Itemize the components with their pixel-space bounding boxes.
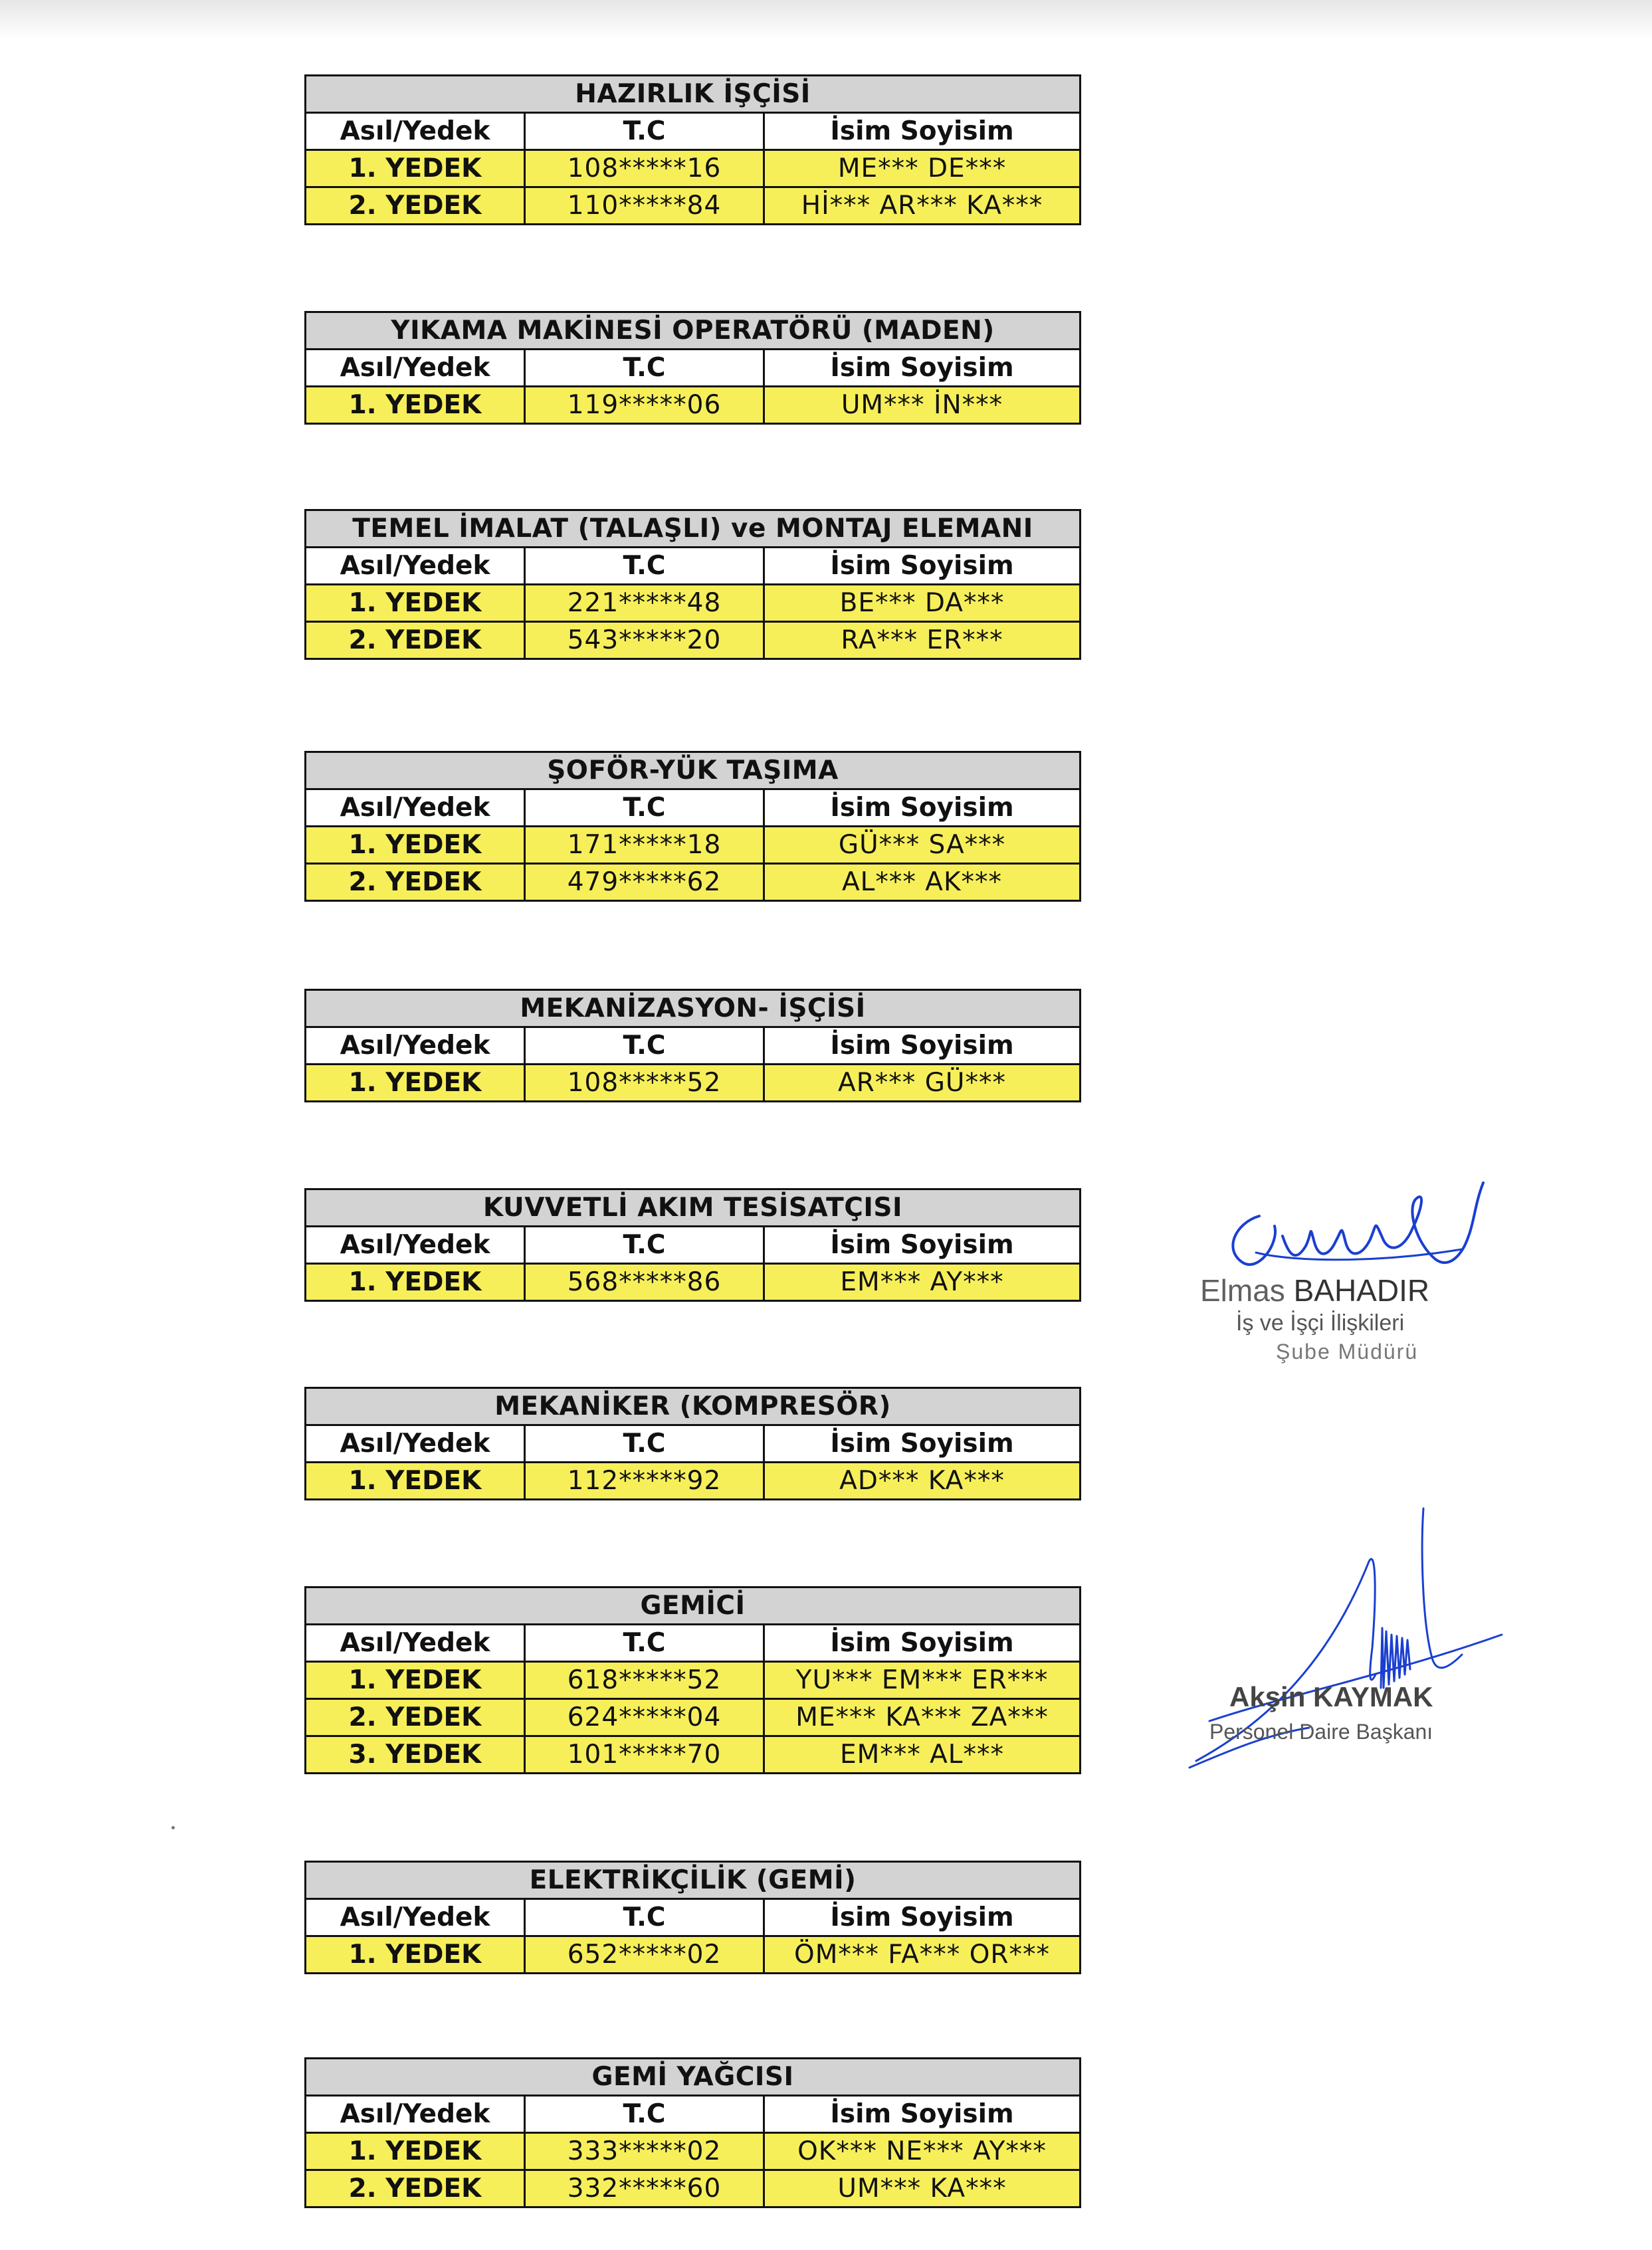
table-temel-imalat xyxy=(304,509,1081,660)
rank-cell: 1. YEDEK xyxy=(306,1662,525,1699)
signature-block-sube-muduru xyxy=(1196,1163,1515,1382)
table-mekanizasyon-iscisi xyxy=(304,989,1081,1102)
table-row xyxy=(306,1065,1081,1102)
table-row xyxy=(306,622,1081,659)
rank-cell: 1. YEDEK xyxy=(306,150,525,187)
rank-cell: 2. YEDEK xyxy=(306,622,525,659)
scan-speck xyxy=(171,1826,175,1829)
tc-cell: 119*****06 xyxy=(525,387,764,424)
table-title: MEKANİZASYON- İŞÇİSİ xyxy=(306,990,1081,1027)
table-row xyxy=(306,827,1081,864)
table-sofor-yuk-tasima xyxy=(304,751,1081,902)
column-header-rank: Asıl/Yedek xyxy=(306,1027,525,1065)
column-header-tc: T.C xyxy=(525,113,764,150)
rank-cell: 3. YEDEK xyxy=(306,1736,525,1774)
table-row xyxy=(306,1736,1081,1774)
signatory-2-title: Personel Daire Başkanı xyxy=(1209,1720,1433,1744)
table-row xyxy=(306,585,1081,622)
column-header-name: İsim Soyisim xyxy=(764,350,1081,387)
column-header-tc: T.C xyxy=(525,1425,764,1463)
column-header-rank: Asıl/Yedek xyxy=(306,1227,525,1264)
name-cell: UM*** İN*** xyxy=(764,387,1081,424)
name-cell: ME*** DE*** xyxy=(764,150,1081,187)
table-title: GEMİCİ xyxy=(306,1587,1081,1625)
name-cell: ME*** KA*** ZA*** xyxy=(764,1699,1081,1736)
table-row xyxy=(306,1699,1081,1736)
name-cell: BE*** DA*** xyxy=(764,585,1081,622)
column-header-rank: Asıl/Yedek xyxy=(306,1425,525,1463)
table-kuvvetli-akim-tesisatcisi xyxy=(304,1188,1081,1302)
rank-cell: 1. YEDEK xyxy=(306,1065,525,1102)
table-title: MEKANİKER (KOMPRESÖR) xyxy=(306,1388,1081,1425)
tc-cell: 108*****52 xyxy=(525,1065,764,1102)
tc-cell: 568*****86 xyxy=(525,1264,764,1301)
column-header-name: İsim Soyisim xyxy=(764,1027,1081,1065)
tc-cell: 543*****20 xyxy=(525,622,764,659)
tc-cell: 333*****02 xyxy=(525,2133,764,2170)
signatory-first-name: Elmas xyxy=(1200,1273,1285,1308)
rank-cell: 1. YEDEK xyxy=(306,1264,525,1301)
column-header-tc: T.C xyxy=(525,2096,764,2133)
rank-cell: 2. YEDEK xyxy=(306,2170,525,2207)
tc-cell: 108*****16 xyxy=(525,150,764,187)
tc-cell: 332*****60 xyxy=(525,2170,764,2207)
rank-cell: 1. YEDEK xyxy=(306,827,525,864)
name-cell: RA*** ER*** xyxy=(764,622,1081,659)
table-row xyxy=(306,187,1081,225)
column-header-rank: Asıl/Yedek xyxy=(306,113,525,150)
table-row xyxy=(306,1264,1081,1301)
table-row xyxy=(306,150,1081,187)
column-header-name: İsim Soyisim xyxy=(764,548,1081,585)
rank-cell: 1. YEDEK xyxy=(306,1463,525,1500)
rank-cell: 1. YEDEK xyxy=(306,585,525,622)
name-cell: OK*** NE*** AY*** xyxy=(764,2133,1081,2170)
name-cell: Hİ*** AR*** KA*** xyxy=(764,187,1081,225)
name-cell: YU*** EM*** ER*** xyxy=(764,1662,1081,1699)
name-cell: ÖM*** FA*** OR*** xyxy=(764,1936,1081,1974)
tc-cell: 618*****52 xyxy=(525,1662,764,1699)
column-header-tc: T.C xyxy=(525,1625,764,1662)
rank-cell: 2. YEDEK xyxy=(306,864,525,901)
signature-block-daire-baskani xyxy=(1170,1495,1515,1781)
scan-shadow xyxy=(0,0,1652,40)
column-header-rank: Asıl/Yedek xyxy=(306,350,525,387)
table-elektrikcilik-gemi xyxy=(304,1861,1081,1974)
name-cell: GÜ*** SA*** xyxy=(764,827,1081,864)
name-cell: UM*** KA*** xyxy=(764,2170,1081,2207)
table-mekaniker-kompresor xyxy=(304,1387,1081,1500)
table-row xyxy=(306,2170,1081,2207)
rank-cell: 1. YEDEK xyxy=(306,1936,525,1974)
tc-cell: 112*****92 xyxy=(525,1463,764,1500)
column-header-tc: T.C xyxy=(525,789,764,827)
column-header-name: İsim Soyisim xyxy=(764,2096,1081,2133)
name-cell: EM*** AL*** xyxy=(764,1736,1081,1774)
name-cell: AL*** AK*** xyxy=(764,864,1081,901)
column-header-rank: Asıl/Yedek xyxy=(306,1899,525,1936)
column-header-name: İsim Soyisim xyxy=(764,1625,1081,1662)
column-header-name: İsim Soyisim xyxy=(764,1227,1081,1264)
tc-cell: 624*****04 xyxy=(525,1699,764,1736)
rank-cell: 2. YEDEK xyxy=(306,187,525,225)
column-header-rank: Asıl/Yedek xyxy=(306,548,525,585)
tc-cell: 652*****02 xyxy=(525,1936,764,1974)
column-header-rank: Asıl/Yedek xyxy=(306,2096,525,2133)
tc-cell: 221*****48 xyxy=(525,585,764,622)
rank-cell: 1. YEDEK xyxy=(306,2133,525,2170)
name-cell: AR*** GÜ*** xyxy=(764,1065,1081,1102)
table-title: KUVVETLİ AKIM TESİSATÇISI xyxy=(306,1189,1081,1227)
table-row xyxy=(306,864,1081,901)
column-header-tc: T.C xyxy=(525,1227,764,1264)
table-title: GEMİ YAĞCISI xyxy=(306,2059,1081,2096)
name-cell: EM*** AY*** xyxy=(764,1264,1081,1301)
table-gemici xyxy=(304,1586,1081,1774)
column-header-rank: Asıl/Yedek xyxy=(306,789,525,827)
column-header-name: İsim Soyisim xyxy=(764,1425,1081,1463)
column-header-name: İsim Soyisim xyxy=(764,789,1081,827)
table-row xyxy=(306,2133,1081,2170)
signatory-title-line2: Şube Müdürü xyxy=(1276,1340,1419,1364)
column-header-tc: T.C xyxy=(525,1027,764,1065)
table-title: ELEKTRİKÇİLİK (GEMİ) xyxy=(306,1862,1081,1899)
name-cell: AD*** KA*** xyxy=(764,1463,1081,1500)
table-yikama-makinesi-operatoru xyxy=(304,311,1081,425)
column-header-tc: T.C xyxy=(525,548,764,585)
table-gemi-yagcisi xyxy=(304,2057,1081,2208)
signatory-title-line1: İş ve İşçi İlişkileri xyxy=(1236,1310,1405,1336)
signatory-2-name: Akşin KAYMAK xyxy=(1229,1681,1433,1712)
column-header-name: İsim Soyisim xyxy=(764,1899,1081,1936)
signatory-last-name: BAHADIR xyxy=(1293,1273,1430,1308)
column-header-rank: Asıl/Yedek xyxy=(306,1625,525,1662)
table-hazirlik-iscisi xyxy=(304,74,1081,225)
tc-cell: 479*****62 xyxy=(525,864,764,901)
tc-cell: 171*****18 xyxy=(525,827,764,864)
table-title: ŞOFÖR-YÜK TAŞIMA xyxy=(306,752,1081,789)
column-header-tc: T.C xyxy=(525,1899,764,1936)
rank-cell: 2. YEDEK xyxy=(306,1699,525,1736)
column-header-name: İsim Soyisim xyxy=(764,113,1081,150)
rank-cell: 1. YEDEK xyxy=(306,387,525,424)
table-title: HAZIRLIK İŞÇİSİ xyxy=(306,76,1081,113)
table-row xyxy=(306,1662,1081,1699)
tc-cell: 110*****84 xyxy=(525,187,764,225)
table-row xyxy=(306,1936,1081,1974)
table-title: TEMEL İMALAT (TALAŞLI) ve MONTAJ ELEMANI xyxy=(306,510,1081,548)
column-header-tc: T.C xyxy=(525,350,764,387)
tc-cell: 101*****70 xyxy=(525,1736,764,1774)
table-row xyxy=(306,387,1081,424)
handwritten-signature-1 xyxy=(1196,1163,1515,1282)
table-row xyxy=(306,1463,1081,1500)
table-title: YIKAMA MAKİNESİ OPERATÖRÜ (MADEN) xyxy=(306,312,1081,350)
